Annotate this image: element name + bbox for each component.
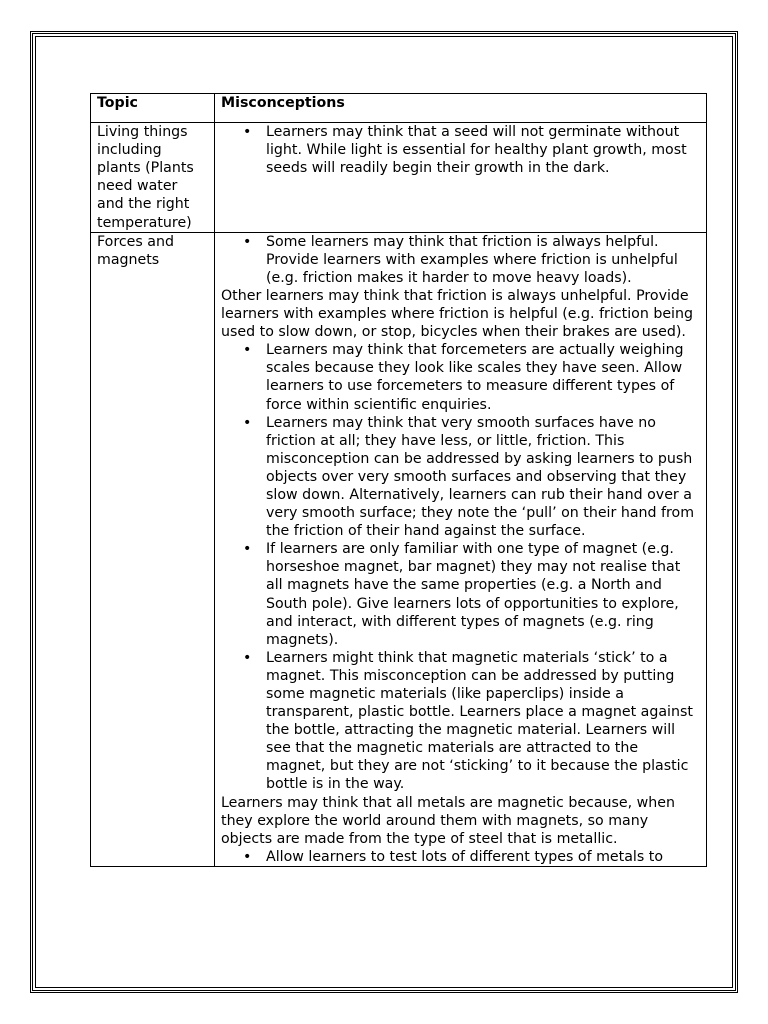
topic-cell: Living things including plants (Plants need water and the right temperature) xyxy=(91,123,215,233)
list-item: • Learners might think that magnetic materials ‘stick’ to a magnet. This misconception can be addressed by putting some magnetic materials (like paperclips) inside a transparent, plastic bottle. Learners place a magnet against the bottle, attracting the magnetic material. Learners will see that the magnetic materials are attracted to the magnet, but they are not ‘sticking’ to it because the plastic bottle is in the way. xyxy=(266,649,700,794)
list-item: • If learners are only familiar with one type of magnet (e.g. horseshoe magnet, bar magnet) they may not realise that all magnets have the same properties (e.g. a North and South pole). Give learners lots of opportunities to explore, and interact, with different types of magnets (e.g. ring magnets). xyxy=(266,540,700,649)
misconceptions-cell xyxy=(215,232,707,866)
list-item: • Allow learners to test lots of different types of metals to xyxy=(266,848,700,866)
header-misconceptions: Misconceptions xyxy=(215,94,707,123)
list-item: • Some learners may think that friction is always helpful. Provide learners with examples where friction is unhelpful (e.g. friction makes it harder to move heavy loads). xyxy=(266,233,700,287)
header-topic: Topic xyxy=(91,94,215,123)
misconceptions-table xyxy=(90,93,707,867)
list-item: • Learners may think that a seed will not germinate without light. While light is essential for healthy plant growth, most seeds will readily begin their growth in the dark. xyxy=(266,123,700,177)
list-item: • Learners may think that forcemeters are actually weighing scales because they look like scales they have seen. Allow learners to use forcemeters to measure different types of force within scientific enquiries. xyxy=(266,341,700,413)
paragraph: Learners may think that all metals are magnetic because, when they explore the world around them with magnets, so many objects are made from the type of steel that is metallic. xyxy=(221,794,675,847)
table-row xyxy=(91,232,707,866)
bullet-list xyxy=(221,341,700,793)
table-row xyxy=(91,123,707,233)
topic-cell: Forces and magnets xyxy=(91,232,215,866)
paragraph: Other learners may think that friction is always unhelpful. Provide learners with examples where friction is helpful (e.g. friction being used to slow down, or stop, bicycles when their brakes are used). xyxy=(221,287,693,341)
misconceptions-cell xyxy=(215,123,707,233)
list-item: • Learners may think that very smooth surfaces have no friction at all; they have less, or little, friction. This misconception can be addressed by asking learners to push objects over very smooth surfaces and observing that they slow down. Alternatively, learners can rub their hand over a very smooth surface; they note the ‘pull’ on their hand from the friction of their hand against the surface. xyxy=(266,414,700,541)
bullet-list xyxy=(221,123,700,177)
bullet-list xyxy=(221,233,700,287)
table-header-row xyxy=(91,94,707,123)
bullet-list xyxy=(221,848,700,866)
